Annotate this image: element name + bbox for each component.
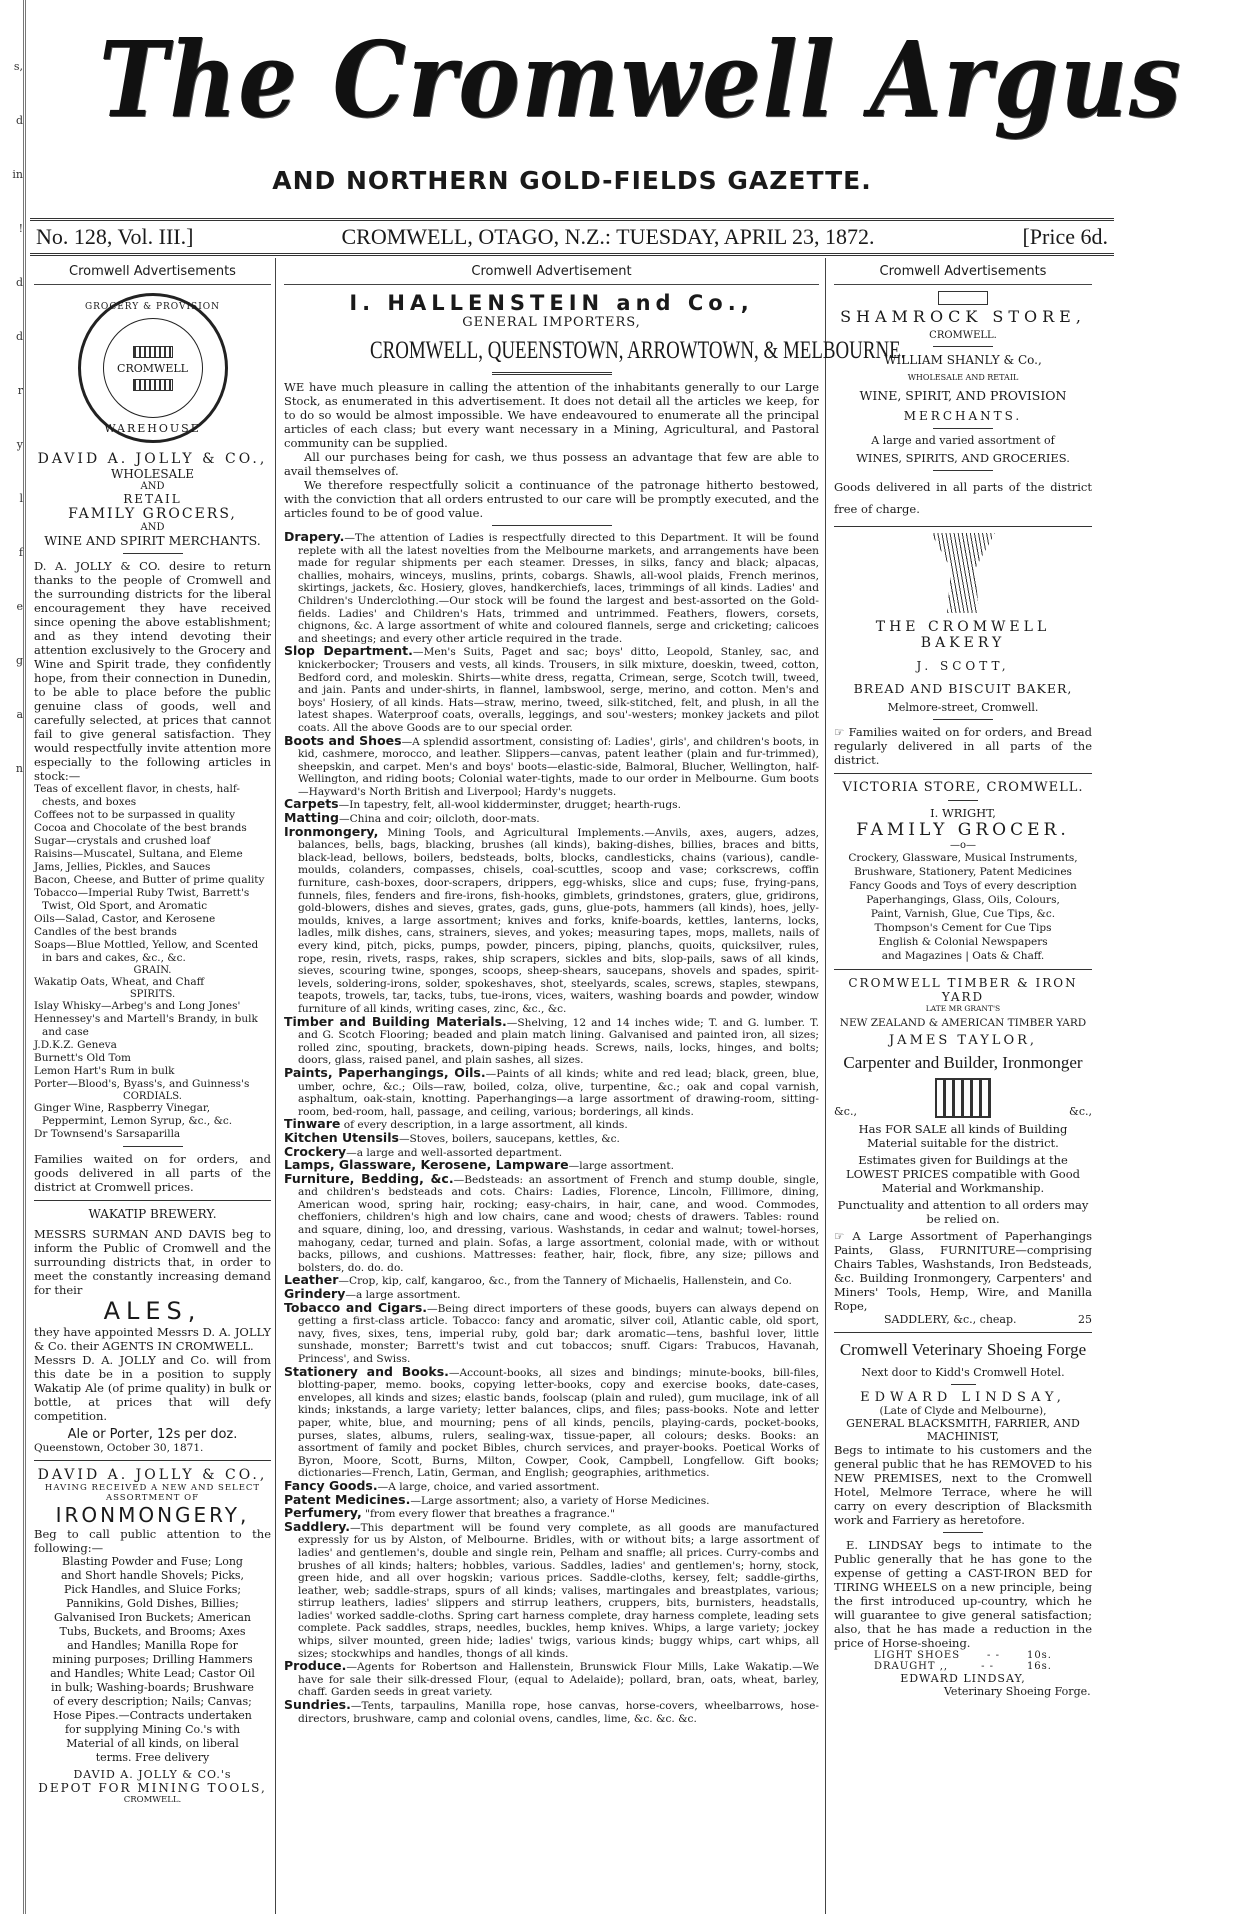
ad-line: AND [140, 481, 165, 492]
stock-section [284, 732, 820, 799]
ad-line: EDWARD LINDSAY, [860, 1390, 1066, 1405]
section-text: —Agents for Robertson and Hallenstein, Brunswick Flour Mills, Lake Wakatip.—We have for sale their silk-dressed Flour, (equal to Adelaide); pollard, bran, oats, wheat, barley, chaff. Garden seeds in great variety. [298, 1661, 819, 1699]
signature: Veterinary Shoeing Forge. [944, 1685, 1091, 1698]
stock-section [284, 823, 819, 1016]
ad-line: RETAIL [123, 492, 182, 506]
section-heading: Drapery. [284, 529, 345, 544]
section-heading: Carpets [284, 796, 339, 812]
ad-number: 25 [1078, 1313, 1092, 1326]
previous-page-edge [0, 0, 26, 1914]
ad-footer: CROMWELL. [123, 1795, 182, 1805]
price-row [834, 1650, 1092, 1661]
list-item: Islay Whisky—Arbeg's and Long Jones' [34, 1000, 241, 1012]
ad-title: WAKATIP BREWERY. [88, 1207, 217, 1221]
section-heading: Tinware [284, 1116, 341, 1132]
stock-section [284, 1299, 819, 1366]
ad-body: MESSRS SURMAN AND DAVIS beg to inform the Public of Cromwell and the surrounding districts that, in order to meet the constantly increasing demand for their [34, 1227, 271, 1297]
ad-line: J. SCOTT, [916, 659, 1010, 673]
ad-body: Punctuality and attention to all orders may be relied on. [837, 1198, 1089, 1226]
etc-text: &c., [1069, 1105, 1092, 1118]
section-text: —A large, choice, and varied assortment. [377, 1480, 600, 1493]
section-text: —Crop, kip, calf, kangaroo, &c., from the Tannery of Michaelis, Hallenstein, and Co. [338, 1275, 792, 1288]
list-item: Jams, Jellies, Pickles, and Sauces [34, 861, 211, 873]
ad-line: WINES, SPIRITS, AND GROCERIES. [856, 451, 1070, 465]
stock-section [284, 1699, 819, 1725]
ad-line: HAVING RECEIVED A NEW AND SELECT ASSORTMENT OF [44, 1483, 261, 1503]
stock-section [284, 1363, 819, 1480]
price-row [834, 1661, 1092, 1672]
ad-line: MERCHANTS. [903, 409, 1023, 423]
price-price: 10s. [1026, 1650, 1052, 1661]
ad-body: E. LINDSAY begs to intimate to the Public generally that he has gone to the expense of getting a CAST-IRON BED for TIRING WHEELS on a new principle, being the first introduced up-country, which he will guarantee to give general satisfaction; also, that he has made a reduction in the price of Horse-shoeing. [834, 1538, 1092, 1650]
list-item: Bacon, Cheese, and Butter of prime quality [34, 874, 265, 886]
subhead: SPIRITS. [129, 989, 176, 1000]
ad-line: WINE, SPIRIT, AND PROVISION [859, 388, 1067, 403]
list-item: Teas of excellent flavor, in chests, half-chests, and boxes [34, 783, 240, 808]
section-heading: Paints, Paperhangings, Oils. [284, 1064, 486, 1080]
edge-fragment: f [18, 546, 23, 559]
ad-line: Next door to Kidd's Cromwell Hotel. [861, 1366, 1065, 1379]
section-text: —China and coir; oilcloth, door-mats. [338, 813, 540, 826]
section-text: of every description, in a large assortment, all kinds. [340, 1119, 628, 1132]
ad-date: Queenstown, October 30, 1871. [34, 1442, 204, 1454]
newspaper-title-box [30, 0, 1183, 165]
stock-section [284, 1274, 819, 1288]
seal-center-text: CROMWELL [117, 361, 188, 375]
section-heading: Slop Department. [284, 643, 413, 659]
section-heading: Patent Medicines. [284, 1491, 411, 1507]
list-item: Cocoa and Chocolate of the best brands [34, 822, 247, 834]
ales-heading: ALES, [103, 1297, 202, 1325]
list-item: Candles of the best brands [34, 926, 177, 938]
ad-line: Goods delivered in all parts of the district free of charge. [834, 480, 1092, 516]
list-item: Ginger Wine, Raspberry Vinegar, Peppermint, Lemon Syrup, &c., &c. [34, 1102, 233, 1127]
jolly-grocer-ad [34, 451, 271, 1194]
wakatip-brewery-ad [34, 1207, 271, 1454]
ad-line: BREAD AND BISCUIT BAKER, [853, 681, 1073, 696]
separator: —o— [949, 840, 977, 851]
ad-line: Fancy Goods and Toys of every description [849, 880, 1077, 892]
ad-line: LATE MR GRANT'S [925, 1004, 1001, 1013]
ad-line: WILLIAM SHANLY & Co., [884, 353, 1042, 367]
edge-fragment: d [15, 114, 23, 127]
section-heading: Perfumery, [284, 1505, 362, 1521]
section-text: —This department will be found very complete, as all goods are manufactured expressly for us by Alston, of Melbourne. Bridles, with or without bits; a large assortment of ladies' and gentlemen's, double and single rein, Pelham and snaffle; all prices. Curry-combs and brushes of all kinds; halters; hobbles, various. Saddles, ladies' and gentlemen's; horny, stock, green hide, and all over hogskin; various prices. Saddle-cloths, kersey, felt; saddle-girths, leather, web; saddle-straps, spurs of all kinds; valises, martingales and breastplates, various; stirrup leathers, ladies' slippers and stirrup leathers, cruppers, bits, burnisters, headstalls, ladies' worked saddle-cloths. Spring cart harness complete, dray harness complete, leading sets complete. Pack saddles, straps, needles, buckles, hemp knives. Whips, a large variety; jockey whips, silver mounted, green hide; ladies' twigs, various kinds; buggy whips, cart whips, all sizes; stockwhips and handles, thongs of all kinds. [298, 1521, 819, 1660]
ad-body: Blasting Powder and Fuse; Long and Short handle Shovels; Picks, Pick Handles, and Sluice Forks; Pannikins, Gold Dishes, Billies; Galvanised Iron Buckets; American Tubs, Buckets, and Brooms; Axes and Handles; Manilla Rope for mining purposes; Drilling Hammers and Handles; White Lead; Castor Oil in bulk; Washing-boards; Brushware of every description; Nails; Canvas; Hose Pipes.—Contracts undertaken for supplying Mining Co.'s with Material of all kinds, on liberal terms. Free delivery [50, 1555, 255, 1764]
ad-line: WINE AND SPIRIT MERCHANTS. [44, 533, 261, 548]
signature: EDWARD LINDSAY, [900, 1672, 1026, 1685]
section-heading: Grindery [284, 1286, 346, 1302]
ad-footer: DAVID A. JOLLY & CO.'s [73, 1768, 232, 1781]
ad-subtitle: GENERAL IMPORTERS, [462, 315, 641, 330]
ad-line: Thompson's Cement for Cue Tips [874, 922, 1052, 934]
stock-section [284, 798, 819, 812]
section-text: —Being direct importers of these goods, buyers can always depend on getting a first-class article. Tobacco: fancy and aromatic, silver coil, Atlantic cable, old sport, navy, fives, sixes, tens, imperial ruby, gold bar; dark aromatic—tens, bashful lover, little sunshade, monster; Barrett's twist and cut tobaccos; snuff. Cigars: Trabucos, Havanah, Princess', and Swiss. [298, 1302, 819, 1365]
ad-line: WHOLESALE [111, 467, 194, 481]
section-text: Mining Tools, and Agricultural Implements.—Anvils, axes, augers, adzes, balances, bells, bags, blacking, brushes (all kinds), baking-dishes, billies, braces and bitts, black-lead, bellows, boilers, bedsteads, bolts, blocks, candlesticks, chains (various), candle-moulds, colanders, compasses, chisels, coal-scuttles, scoop and vase; corkscrews, coffin furniture, cash-boxes, door-scrapers, drippers, egg-whisks, slice and cups; fuse, frying-pans, funnels, files, fenders and fire-irons, fish-hooks, gimblets, grindstones, graters, glue, gridirons, gold-blowers, dishes and sieves, grates, gads, guns, glue-pots, hammers (all kinds), hoes, jelly-moulds, knives, a large assortment; knives and forks, knife-boards, kettles, lanterns, locks, ladles, milk dishes, cans, strainers, sieves, and yokes; measuring tapes, mops, mallets, nails of every kind, pitch, picks, pumps, powder, pincers, piping, planchs, quoits, quicksilver, rules, rope, resin, rivets, rasps, rakes, ship scrapers, sickles and bits, slop-pails, saws of all kinds, sieves, scouring twine, sponges, scoops, sheep-shears, saucepans, shovels and spades, spirit-levels, soldering-irons, solder, spokeshaves, shot, steelyards, scales, screws, staples, stewpans, teapots, trowels, tar, tacks, tubs, tue-irons, vices, waiters, washing boards and powder, window furniture of all kinds, writing cases, zinc, &c., &c. [298, 826, 819, 1015]
timber-yard-ad [834, 976, 1092, 1326]
list-item: Wakatip Oats, Wheat, and Chaff [34, 976, 205, 988]
place-date: CROMWELL, OTAGO, N.Z.: TUESDAY, APRIL 23, 1872. [341, 224, 875, 249]
ad-line: CROMWELL. [929, 330, 997, 341]
masthead [30, 0, 1183, 197]
trade-box [834, 1052, 1092, 1074]
section-heading: Furniture, Bedding, &c. [284, 1170, 454, 1186]
stock-section [284, 1507, 819, 1521]
ad-note: ☞ Families waited on for orders, and Bread regularly delivered in all parts of the district. [834, 725, 1092, 767]
ironmongery-heading: IRONMONGERY, [55, 1503, 250, 1527]
section-heading: Fancy Goods. [284, 1477, 378, 1493]
list-item: Raisins—Muscatel, Sultana, and Eleme [34, 848, 243, 860]
ad-title: DAVID A. JOLLY & CO., [37, 1467, 268, 1483]
ad-line: Brushware, Stationery, Patent Medicines [854, 866, 1072, 878]
price-sep: - - [981, 1661, 994, 1672]
seal-top-text: GROCERY & PROVISION [84, 302, 221, 312]
list-item: Tobacco—Imperial Ruby Twist, Barrett's Twist, Old Sport, and Aromatic [34, 887, 250, 912]
ad-line: JAMES TAYLOR, [888, 1033, 1038, 1048]
list-item: Coffees not to be surpassed in quality [34, 809, 236, 821]
list-item: Oils—Salad, Castor, and Kerosene [34, 913, 216, 925]
list-item: Porter—Blood's, Byass's, and Guinness's [34, 1078, 250, 1090]
edge-fragment: in [12, 168, 23, 181]
ad-body: Messrs D. A. JOLLY and Co. will from this date be in a position to supply Wakatip Ale (of prime quality) in bulk or bottle, at prices that will defy competition. [34, 1353, 271, 1423]
ad-line: SADDLERY, &c., cheap. [884, 1313, 1017, 1326]
ad-body: ☞ A Large Assortment of Paperhangings Paints, Glass, FURNITURE—comprising Chairs Tables, Washstands, Iron Bedsteads, &c. Building Ironmongery, Carpenters' and Miners' Tools, Hemp, Wire, and Manilla Rope, [834, 1229, 1092, 1313]
ad-line: WHOLESALE AND RETAIL [907, 373, 1019, 382]
list-item: Hennessey's and Martell's Brandy, in bulk and case [34, 1013, 258, 1038]
stock-section [284, 1013, 819, 1067]
price-item: DRAUGHT ,, [874, 1661, 949, 1672]
ironmongery-ad [34, 1467, 271, 1805]
section-text: —Stoves, boilers, saucepans, kettles, &c. [398, 1132, 620, 1145]
edge-fragment: ! [18, 222, 23, 235]
ad-title: SHAMROCK STORE, [840, 307, 1086, 326]
column-header: Cromwell Advertisements [834, 258, 1092, 285]
ad-body: Beg to call public attention to the following:— [34, 1527, 271, 1555]
list-item: Burnett's Old Tom [34, 1052, 132, 1064]
ad-title: CROMWELL TIMBER & IRON YARD [848, 976, 1078, 1004]
section-heading: Produce. [284, 1658, 347, 1674]
list-item: Dr Townsend's Sarsaparilla [34, 1128, 181, 1140]
section-text: —Men's Suits, Paget and sac; boys' ditto, Leopold, Stanley, sac, and knickerbocker; Trousers and vests, all kinds. Trousers, in silk mixture, doeskin, tweed, cotton, Bedford cord, and moleskin. Shirts—white dress, regatta, Crimean, serge, Scotch twill, tweed, and jain. Pants and under-shirts, in flannel, lambswool, serge, merino, and cotton. Men's and boys' Hosiery, of all kinds. Hats—straw, merino, tweed, silk-stitched, felt, and plush, in all the latest shapes. Waterproof coats, overalls, leggings, and sou'-westers; monkey jackets and pilot coats. All the above Goods are to our special order. [298, 646, 819, 734]
ad-body: Estimates given for Buildings at the LOWEST PRICES compatible with Good Material and Workmanship. [845, 1153, 1081, 1195]
ad-line: and Magazines | Oats & Chaff. [881, 950, 1045, 962]
etc-text: &c., [834, 1105, 857, 1118]
section-heading: Tobacco and Cigars. [284, 1299, 428, 1315]
section-heading: Timber and Building Materials. [284, 1013, 507, 1029]
ad-towns: CROMWELL, QUEENSTOWN, ARROWTOWN, & MELBOURNE. [369, 337, 906, 364]
ad-title: DAVID A. JOLLY & CO., [37, 451, 268, 467]
left-column [30, 258, 276, 1914]
ad-title: THE CROMWELL BAKERY [875, 619, 1051, 651]
edge-fragment: d [15, 330, 23, 343]
ad-title: VICTORIA STORE, CROMWELL. [842, 780, 1084, 795]
stock-section [284, 1064, 819, 1118]
shamrock-store-ad [834, 291, 1092, 520]
section-heading: Boots and Shoes [284, 732, 402, 748]
section-text: —Paints of all kinds; white and red lead; black, green, blue, umber, ochre, &c.; Oils—raw, boiled, colza, olive, turpentine, &c.; oak and copal varnish, asphaltum, oak-stain, knotting. Paperhangings—a large assortment of drawing-room, sitting-room, bed-room, hall, passage, and ceiling, various; borderings, all kinds. [298, 1067, 819, 1118]
ad-line: Paperhangings, Glass, Oils, Colours, [866, 894, 1060, 906]
list-item: Lemon Hart's Rum in bulk [34, 1065, 175, 1077]
ad-line: FAMILY GROCERS, [68, 506, 237, 522]
stock-section [284, 1491, 819, 1508]
price-item: LIGHT SHOES [874, 1650, 961, 1661]
section-text: —Tents, tarpaulins, Manilla rope, hose canvas, horse-covers, wheelbarrows, hose-directors, brushware, camp and colonial ovens, candles, lime, &c. &c. &c. [298, 1700, 819, 1725]
edge-fragment: d [15, 276, 23, 289]
subhead: GRAIN. [133, 965, 172, 976]
house-icon [935, 1078, 991, 1118]
edge-fragment: s, [13, 60, 23, 73]
victoria-store-ad [834, 780, 1092, 963]
price: [Price 6d. [1022, 224, 1108, 249]
ad-intro: WE have much pleasure in calling the attention of the inhabitants generally to our Large Stock, as enumerated in this advertisement. It does not detail all the articles we keep, for to do so would be almost impossible. We have endeavoured to enumerate all the principal articles of each class; but every want necessary in a Mining, Agricultural, and Pastoral community can be supplied. [284, 380, 819, 450]
ad-line: Carpenter and Builder, Ironmonger [843, 1053, 1083, 1072]
section-text: —Large assortment; also, a variety of Horse Medicines. [410, 1494, 710, 1507]
section-text: —Account-books, all sizes and bindings; minute-books, bill-files, blotting-paper, memo. books, copying letter-books, copy and exercise books, date-cases, envelopes, all kinds and sizes; elastic bands, foolscap (plain and ruled), gum mucilage, ink of all kinds; inkstands, a large variety; letter balances, clips, and files; pass-books. Note and letter paper, white, blue, and mourning; pens of all kinds, pencils, playing-cards, pocket-books, purses, slates, albums, rulers, sealing-wax, tissue-paper, all colours; desks. Books: an assortment of family and pocket Bibles, church services, and prayer-books. Poetical Works of Byron, Moore, Scott, Burns, Milton, Cowper, Cook, Campbell, Longfellow. Gift books; dictionaries—French, Latin, German, and English; geographies, arithmetics. [298, 1366, 819, 1480]
cromwell-bakery-ad [834, 533, 1092, 767]
edge-fragment: l [19, 492, 23, 505]
subhead: CORDIALS. [123, 1091, 182, 1102]
ad-body: they have appointed Messrs D. A. JOLLY & Co. their AGENTS IN CROMWELL. [34, 1325, 271, 1353]
ad-line: English & Colonial Newspapers [878, 936, 1048, 948]
section-heading: Kitchen Utensils [284, 1129, 399, 1145]
ad-line: NEW ZEALAND & AMERICAN TIMBER YARD [839, 1017, 1087, 1029]
ad-body: Has FOR SALE all kinds of Building Material suitable for the district. [858, 1122, 1068, 1150]
ad-line: AND [140, 522, 165, 533]
ad-line: Melmore-street, Cromwell. [887, 701, 1039, 714]
ad-intro: We therefore respectfully solicit a continuance of the patronage hitherto bestowed, with the conviction that all orders entrusted to our care will be promptly executed, and the articles found to be of good value. [284, 478, 819, 520]
ad-footer: DEPOT FOR MINING TOOLS, [38, 1781, 267, 1795]
middle-column [278, 258, 906, 1914]
shoeing-forge-ad [834, 1339, 1092, 1698]
stock-section [284, 645, 819, 734]
column-header: Cromwell Advertisements [34, 258, 271, 285]
ad-line: Paint, Varnish, Glue, Cue Tips, &c. [870, 908, 1056, 920]
section-text: —Shelving, 12 and 14 inches wide; T. and G. lumber. T. and G. Scotch Flooring; beaded and plain match lining. Galvanised and painted iron, all sizes; rolled zinc, spouting, brackets, down-piping heads. Screws, nails, locks, hinges, and bolts; doors, glass, raised panel, and plain sashes, all sizes. [298, 1016, 819, 1067]
edge-fragment: r [17, 384, 23, 397]
section-text: —a large and well-assorted department. [346, 1146, 563, 1159]
ad-body: Begs to intimate to his customers and the general public that he has REMOVED to his NEW PREMISES, next to the Cromwell Hotel, Melmore Terrace, where he will carry on every description of Blacksmith work and Farriery as heretofore. [834, 1443, 1092, 1527]
ad-line: (Late of Clyde and Melbourne), [879, 1405, 1047, 1417]
edge-fragment: a [16, 708, 23, 721]
seal-bottom-text: WAREHOUSE [104, 422, 201, 435]
column-header: Cromwell Advertisement [284, 258, 819, 285]
section-heading: Leather [284, 1272, 339, 1288]
newspaper-subtitle: AND NORTHERN GOLD-FIELDS GAZETTE. [272, 166, 872, 195]
ornament-icon [133, 379, 173, 391]
ad-title: I. HALLENSTEIN and Co., [349, 291, 754, 315]
stock-section [284, 531, 819, 645]
section-heading: Lamps, Glassware, Kerosene, Lampware [284, 1157, 569, 1173]
section-heading: Ironmongery, [284, 823, 379, 839]
dateline [30, 218, 1114, 256]
section-heading: Saddlery. [284, 1518, 351, 1534]
stock-section [284, 1660, 819, 1699]
ad-title: Cromwell Veterinary Shoeing Forge [839, 1340, 1087, 1359]
section-heading: Stationery and Books. [284, 1363, 449, 1379]
list-item: Sugar—crystals and crushed loaf [34, 835, 211, 847]
ad-line: A large and varied assortment of [871, 434, 1055, 447]
ad-line: FAMILY GROCER. [856, 820, 1070, 840]
list-item: Soaps—Blue Mottled, Yellow, and Scented in bars and cakes, &c., &c. [34, 939, 259, 964]
section-text: —large assortment. [568, 1160, 675, 1173]
section-heading: Crockery [284, 1143, 347, 1159]
ad-intro: All our purchases being for cash, we thus possess an advantage that few are able to avail themselves of. [284, 450, 819, 478]
stock-section [284, 1129, 819, 1146]
wheat-sheaf-icon [923, 533, 1003, 613]
section-text: —In tapestry, felt, all-wool kidderminster, drugget; hearth-rugs. [338, 799, 681, 812]
list-item: J.D.K.Z. Geneva [34, 1039, 117, 1051]
shamrock-icon [938, 291, 988, 305]
stock-section [284, 1518, 819, 1661]
edge-fragment: y [16, 438, 23, 451]
ornament-icon [133, 346, 173, 358]
issue-number: No. 128, Vol. III.] [36, 224, 194, 249]
ad-line: Crockery, Glassware, Musical Instruments, [848, 852, 1078, 864]
section-text: —The attention of Ladies is respectfully directed to this Department. It will be found replete with all the latest novelties from the Melbourne markets, and arrangements have been made for regular shipments per each steamer. Dresses, in silks, fancy and black; alpacas, challies, mohairs, winceys, muslins, prints, cobargs. Shawls, all-wool plaids, French merinos, skirtings, jackets, &c. Hosiery, gloves, handkerchiefs, laces, trimmings of all kinds. Ladies' and Children's Underclothing.—Our stock will be found the largest and best-assorted on the Gold-fields. Ladies' and Children's Hats, trimmed and untrimmed. Feathers, flowers, corsets, chignons, &c. A large assortment of white and coloured flannels, serge and cricketing; calicoes and sheetings; and every other article required in the trade. [298, 532, 819, 645]
section-text: "from every flower that breathes a fragrance." [361, 1508, 615, 1521]
ad-line: I. WRIGHT, [930, 806, 996, 820]
edge-fragment: e [16, 600, 23, 613]
newspaper-title: The Cromwell Argus [99, 18, 1183, 141]
right-column [828, 258, 1098, 1914]
edge-fragment: n [15, 762, 23, 775]
edge-fragment: g [15, 654, 23, 667]
section-text: —A splendid assortment, consisting of: Ladies', girls', and children's boots, in kid, cashmere, morocco, and leather. Slippers—canvas, patent leather (plain and fur-trimmed), sheepskin, and carpet. Men's and boys' boots—elastic-side, Balmoral, Blucher, Wellington, half-Wellington, and riding boots; Colonial water-tights, made to our order in Melbourne. Gum boots—Hayward's North British and Liverpool; Hardy's nuggets. [298, 735, 820, 798]
ad-line: GENERAL BLACKSMITH, FARRIER, AND MACHINIST, [846, 1417, 1080, 1443]
forge-title-box [834, 1339, 1092, 1361]
ad-footer: Families waited on for orders, and goods delivered in all parts of the district at Cromwell prices. [34, 1152, 271, 1194]
section-text: —a large assortment. [345, 1289, 461, 1302]
price-sep: - - [987, 1650, 1000, 1661]
section-text: —Bedsteads: an assortment of French and stump double, single, and children's bedsteads and cots. Chairs: Ladies, Florence, Lincoln, Fillimore, dining, American wood, spring hair, rocking; easy-chairs, in hair, cane, and wood. Commodes, cheffoniers, children's high and low chairs, cane and wood; chests of drawers. Tables: round and square, dining, loo, and dressing, various. Washstands, in cedar and walnut; towel-horses, mahogany, cedar, turned and plain. Sofas, a large assortment, colonial made, with or without backs, pillows, and cushions. Mattresses: feather, hair, flock, fibre, any size; pillows and bolsters, do. do. do. [298, 1173, 819, 1274]
section-heading: Matting [284, 810, 339, 826]
warehouse-seal-logo [78, 293, 228, 443]
section-heading: Sundries. [284, 1697, 351, 1713]
price-price: 16s. [1026, 1661, 1052, 1672]
ad-towns-box [284, 336, 906, 366]
ale-price: Ale or Porter, 12s per doz. [67, 1427, 238, 1442]
ad-body: D. A. JOLLY & CO. desire to return thanks to the people of Cromwell and the surrounding districts for the liberal encouragement they have received since opening the above establishment; and as they intend devoting their attention exclusively to the Grocery and Wine and Spirit trade, they confidently hope, from their connection in Dunedin, to be able to place before the public genuine class of goods, well and carefully selected, at prices that cannot fail to give general satisfaction. They would respectfully invite attention more especially to the following articles in stock:— [34, 559, 271, 783]
stock-section [284, 1170, 819, 1275]
